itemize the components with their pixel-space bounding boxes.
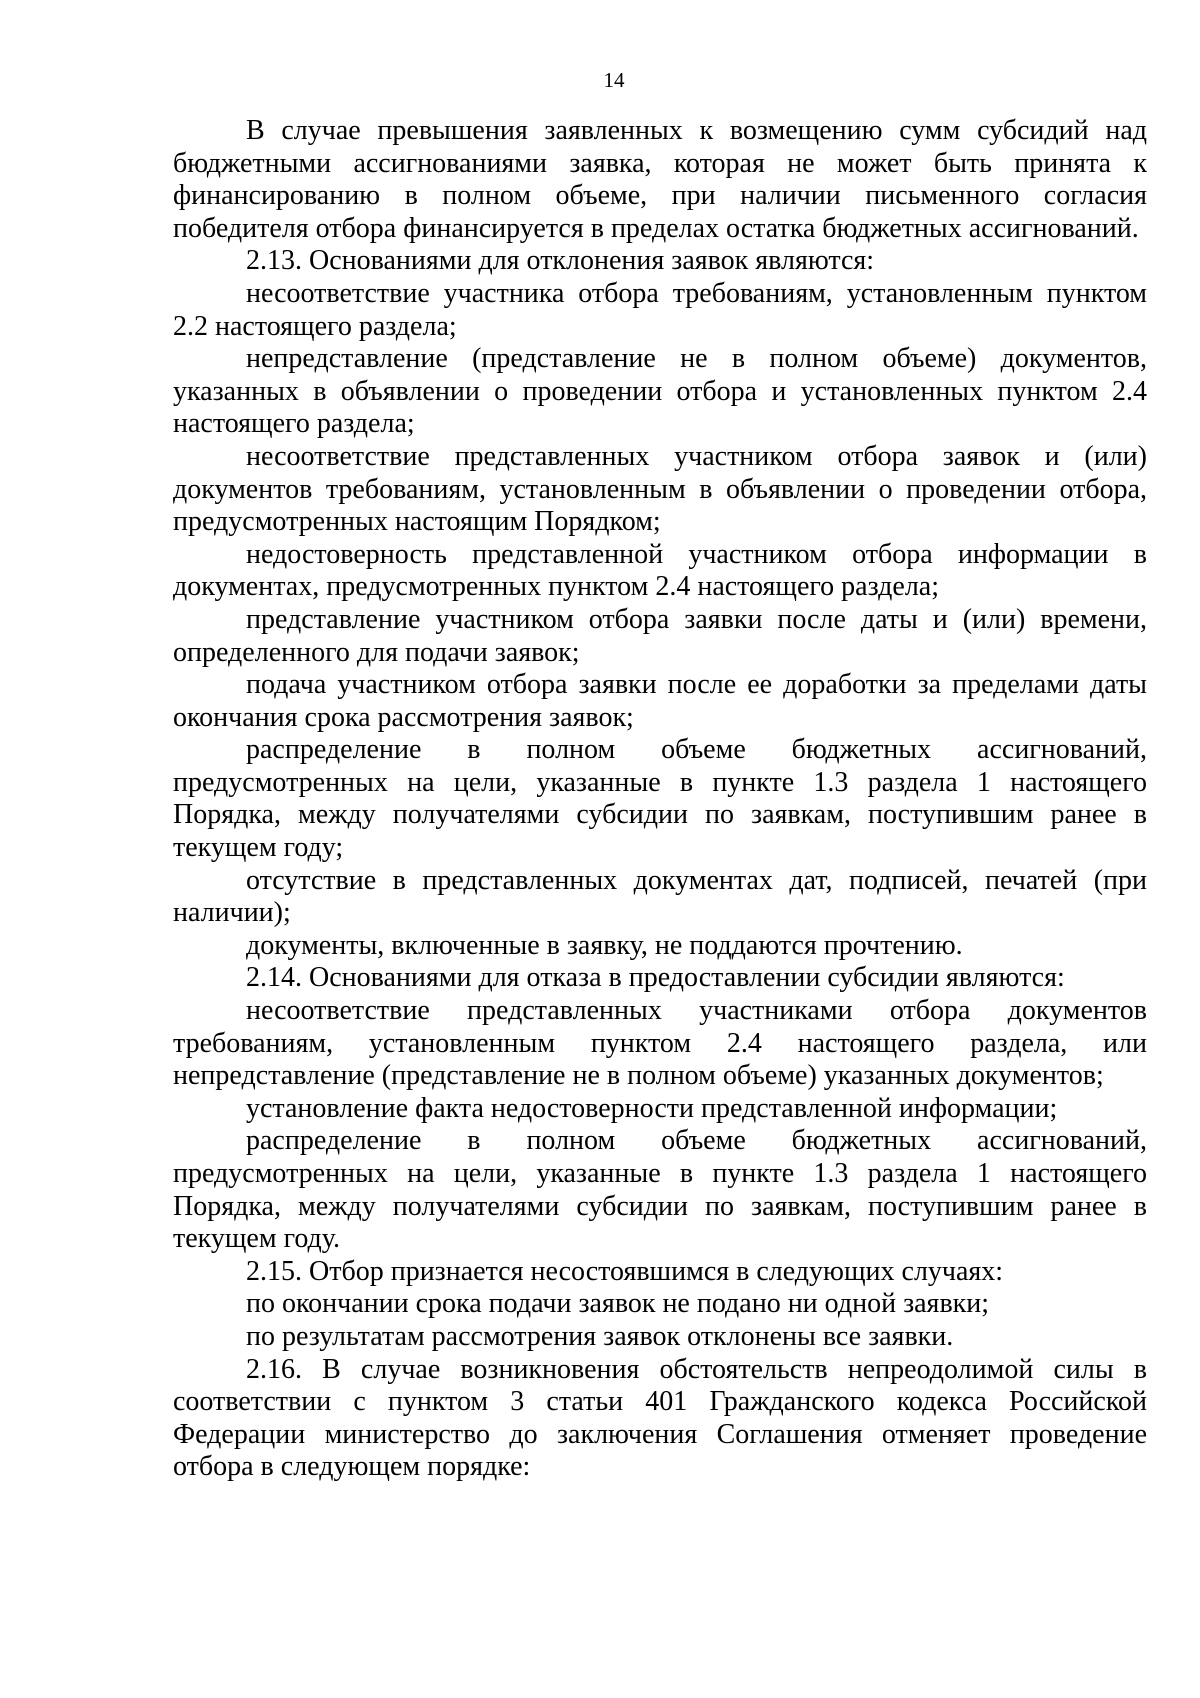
- page-number: 14: [603, 68, 625, 92]
- list-item: установление факта недостоверности представленной информации;: [246, 1092, 1058, 1124]
- paragraph-excess-claims: В случае превышения заявленных к возмещению сумм субсидий над бюджетными ассигнованиями заявка, которая не может быть принята к финансированию в полном объеме, при наличии письменного согласия победителя отбора финансируется в пределах остатка бюджетных ассигнований.: [173, 115, 1147, 244]
- section-2-14-heading: 2.14. Основаниями для отказа в предоставлении субсидии являются:: [246, 962, 1065, 994]
- list-item: по результатам рассмотрения заявок отклонены все заявки.: [246, 1320, 954, 1352]
- list-item: несоответствие представленных участниками отбора документов требованиям, установленным пунктом 2.4 настоящего раздела, или непредставление (представление не в полном объеме) указанных документов;: [173, 995, 1147, 1092]
- document-body: [173, 115, 1147, 1484]
- list-item: отсутствие в представленных документах дат, подписей, печатей (при наличии);: [173, 864, 1147, 929]
- list-item: по окончании срока подачи заявок не подано ни одной заявки;: [246, 1288, 990, 1320]
- list-item: непредставление (представление не в полном объеме) документов, указанных в объявлении о проведении отбора и установленных пунктом 2.4 настоящего раздела;: [173, 343, 1147, 440]
- list-item: представление участником отбора заявки после даты и (или) времени, определенного для подачи заявок;: [173, 603, 1147, 668]
- section-2-16-paragraph: 2.16. В случае возникновения обстоятельств непреодолимой силы в соответствии с пунктом 3 статьи 401 Гражданского кодекса Российской Федерации министерство до заключения Соглашения отменяет проведение отбора в следующем порядке:: [173, 1353, 1147, 1483]
- list-item: распределение в полном объеме бюджетных ассигнований, предусмотренных на цели, указанные в пункте 1.3 раздела 1 настоящего Порядка, между получателями субсидии по заявкам, поступившим ранее в текущем году;: [173, 734, 1147, 864]
- section-2-15-heading: 2.15. Отбор признается несостоявшимся в следующих случаях:: [246, 1255, 1004, 1287]
- section-2-13-heading: 2.13. Основаниями для отклонения заявок являются:: [246, 245, 875, 277]
- list-item: документы, включенные в заявку, не поддаются прочтению.: [246, 929, 963, 961]
- list-item: подача участником отбора заявки после ее доработки за пределами даты окончания срока рассмотрения заявок;: [173, 669, 1147, 733]
- list-item: распределение в полном объеме бюджетных ассигнований, предусмотренных на цели, указанные в пункте 1.3 раздела 1 настоящего Порядка, между получателями субсидии по заявкам, поступившим ранее в текущем году.: [173, 1125, 1147, 1255]
- list-item: недостоверность представленной участником отбора информации в документах, предусмотренных пунктом 2.4 настоящего раздела;: [173, 538, 1147, 603]
- list-item: несоответствие представленных участником отбора заявок и (или) документов требованиям, установленным в объявлении о проведении отбора, предусмотренных настоящим Порядком;: [173, 440, 1147, 538]
- list-item: несоответствие участника отбора требованиям, установленным пунктом 2.2 настоящего раздела;: [173, 277, 1147, 342]
